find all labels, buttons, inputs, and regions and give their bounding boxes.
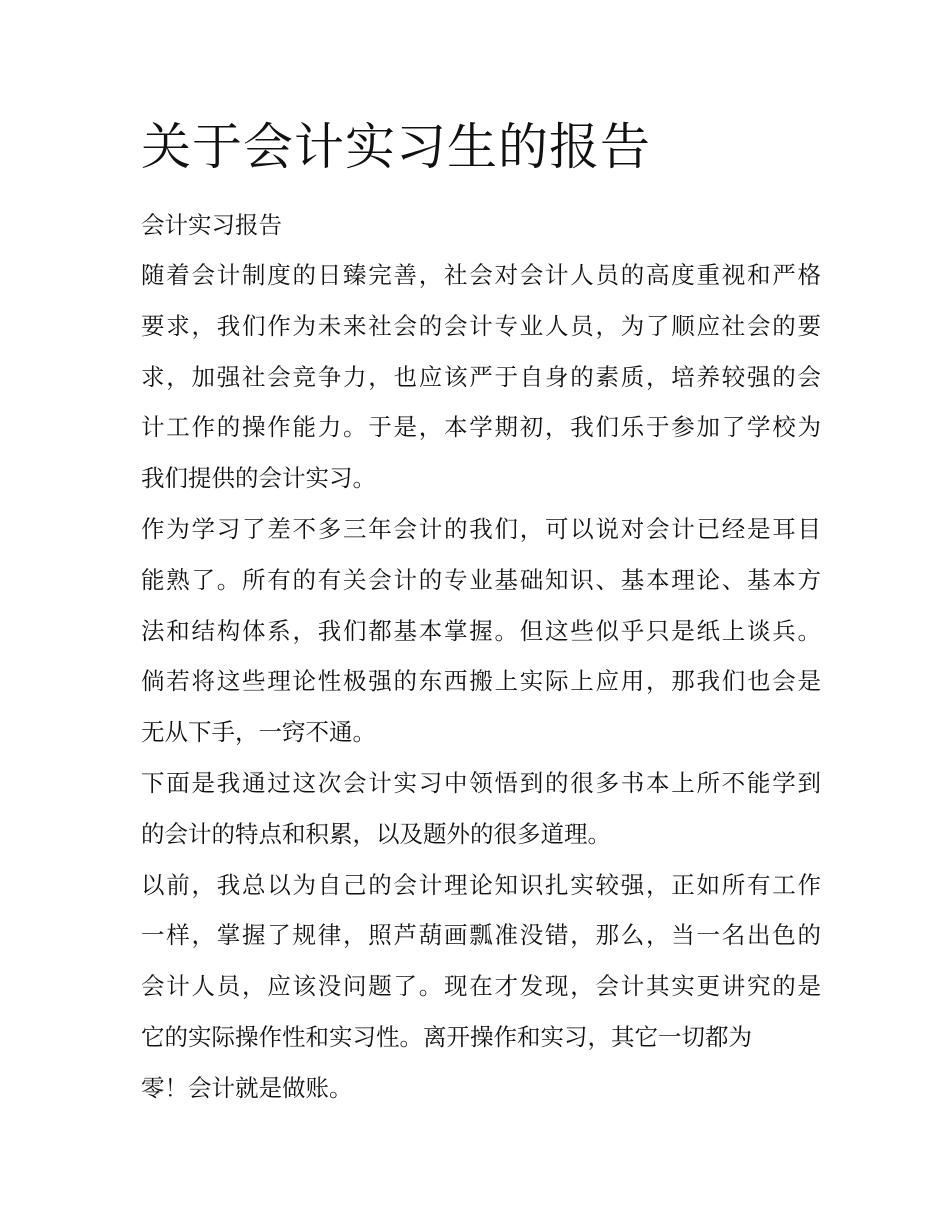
paragraph: [141, 504, 821, 758]
paragraph-line: 零！会计就是做账。: [141, 1073, 353, 1102]
paragraph-line: 我们提供的会计实习。: [141, 464, 376, 493]
paragraph: [141, 758, 821, 860]
document-page: [141, 112, 821, 1114]
paragraph-line: 以前，我总以为自己的会计理论知识扎实较强，正如所有工作: [141, 870, 821, 899]
paragraph-line: 无从下手，一窍不通。: [141, 718, 376, 747]
paragraph-line: 它的实际操作性和实习性。离开操作和实习，其它一切都为: [141, 1022, 752, 1051]
paragraph-line: 法和结构体系，我们都基本掌握。但这些似乎只是纸上谈兵。: [141, 616, 821, 645]
paragraph-line: 倘若将这些理论性极强的东西搬上实际上应用，那我们也会是: [141, 667, 821, 696]
paragraph-line: 的会计的特点和积累，以及题外的很多道理。: [141, 819, 611, 848]
paragraph-line: 一样，掌握了规律，照芦葫画瓢准没错，那么，当一名出色的: [141, 921, 821, 950]
paragraph: [141, 250, 821, 504]
paragraph-line: 作为学习了差不多三年会计的我们，可以说对会计已经是耳目: [141, 514, 821, 543]
paragraph-line: 下面是我通过这次会计实习中领悟到的很多书本上所不能学到: [141, 768, 821, 797]
document-title: 关于会计实习生的报告: [141, 118, 651, 176]
paragraph-line: 计工作的操作能力。于是，本学期初，我们乐于参加了学校为: [141, 413, 821, 442]
document-subtitle: 会计实习报告: [141, 211, 282, 239]
paragraph: [141, 860, 821, 1114]
paragraph-line: 能熟了。所有的有关会计的专业基础知识、基本理论、基本方: [141, 565, 821, 594]
paragraph-line: 会计人员，应该没问题了。现在才发现，会计其实更讲究的是: [141, 972, 821, 1001]
paragraph-line: 要求，我们作为未来社会的会计专业人员，为了顺应社会的要: [141, 311, 821, 340]
paragraph-line: 求，加强社会竞争力，也应该严于自身的素质，培养较强的会: [141, 362, 821, 391]
paragraph-line: 随着会计制度的日臻完善，社会对会计人员的高度重视和严格: [141, 261, 821, 289]
